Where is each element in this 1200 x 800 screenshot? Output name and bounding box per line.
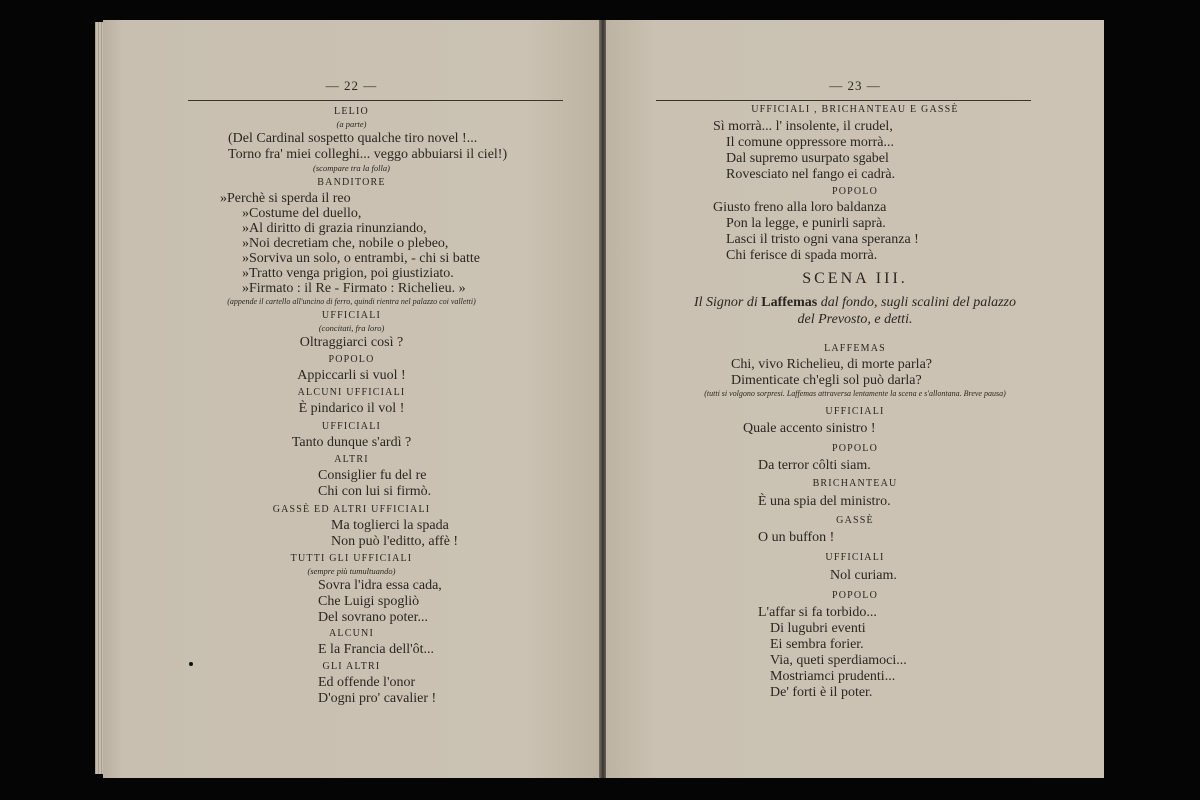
speaker-popolo: POPOLO xyxy=(328,354,375,365)
speaker-lelio: LELIO xyxy=(334,106,369,117)
verse-line: Giusto freno alla loro baldanza xyxy=(713,200,887,215)
page-number-right: — 23 — xyxy=(829,78,881,93)
verse-line: De' forti è il poter. xyxy=(770,685,873,700)
ink-spot xyxy=(189,662,193,666)
page-number-left: — 22 — xyxy=(325,78,378,93)
verse-line: Quale accento sinistro ! xyxy=(743,421,876,436)
right-page xyxy=(606,20,1104,778)
verse-line: D'ogni pro' cavalier ! xyxy=(318,691,437,706)
verse-line: Non può l'editto, affè ! xyxy=(331,534,459,549)
character-name-laffemas: Laffemas xyxy=(761,295,818,310)
aside-ufficiali: (concitati, fra loro) xyxy=(318,323,385,333)
verse-line: Torno fra' miei colleghi... veggo abbuiarsi il ciel!) xyxy=(228,147,508,162)
verse-line: Ed offende l'onor xyxy=(318,675,416,690)
verse-line: È una spia del ministro. xyxy=(758,494,891,509)
verse-line: O un buffon ! xyxy=(758,530,835,545)
speaker-ufficiali: UFFICIALI xyxy=(825,406,885,417)
verse-line: Lasci il tristo ogni vana speranza ! xyxy=(726,232,919,247)
verse-line: »Al diritto di grazia rinunziando, xyxy=(242,221,427,236)
speaker-popolo: POPOLO xyxy=(831,590,879,601)
speaker-laffemas: LAFFEMAS xyxy=(824,343,886,354)
verse-line: Nol curiam. xyxy=(830,568,897,583)
speaker-popolo: POPOLO xyxy=(831,186,879,197)
speaker-ufficiali: UFFICIALI xyxy=(321,310,382,321)
verse-line: Consiglier fu del re xyxy=(318,468,427,483)
verse-line: Chi ferisce di spada morrà. xyxy=(726,248,878,263)
verse-line: Il comune oppressore morrà... xyxy=(726,135,894,150)
speaker-ufficiali-brichanteau: UFFICIALI , BRICHANTEAU E GASSÈ xyxy=(751,104,959,115)
verse-line: Pon la legge, e punirli saprà. xyxy=(726,216,886,231)
aside-lelio: (a parte) xyxy=(336,119,367,129)
verse-line: »Perchè si sperda il reo xyxy=(220,191,351,206)
verse-line: »Costume del duello, xyxy=(242,206,362,221)
verse-line: »Firmato : il Re - Firmato : Richelieu. » xyxy=(242,281,466,296)
speaker-alcuni: ALCUNI xyxy=(329,628,374,639)
stage-direction-line2: del Prevosto, e detti. xyxy=(797,312,913,327)
stage-direction-part1: Il Signor di xyxy=(693,295,758,310)
verse-line: Ma toglierci la spada xyxy=(331,518,449,533)
verse-line: Ei sembra forier. xyxy=(770,637,864,652)
direction-banditore: (appende il cartello all'uncino di ferro, quindi rientra nel palazzo coi valletti) xyxy=(227,297,476,306)
verse-line: E la Francia dell'ôt... xyxy=(318,642,435,657)
left-page xyxy=(103,20,600,778)
speaker-ufficiali: UFFICIALI xyxy=(321,421,382,432)
speaker-tutti: TUTTI GLI UFFICIALI xyxy=(290,553,413,564)
speaker-alcuni-ufficiali: ALCUNI UFFICIALI xyxy=(297,387,406,398)
header-rule-right xyxy=(656,100,1031,101)
verse-line: Rovesciato nel fango ei cadrà. xyxy=(726,167,896,182)
verse-line: Dimenticate ch'egli sol può darla? xyxy=(731,373,922,388)
speaker-brichanteau: BRICHANTEAU xyxy=(812,478,898,489)
verse-line: Sì morrà... l' insolente, il crudel, xyxy=(713,119,893,134)
verse-line: »Sorviva un solo, o entrambi, - chi si batte xyxy=(242,251,480,266)
scene-title: SCENA III. xyxy=(802,270,908,287)
verse-line: Chi con lui si firmò. xyxy=(318,484,432,499)
speaker-altri: ALTRI xyxy=(334,454,369,465)
aside-tutti: (sempre più tumultuando) xyxy=(307,566,396,576)
speaker-gasse-altri: GASSÈ ED ALTRI UFFICIALI xyxy=(272,504,431,515)
verse-line: Chi, vivo Richelieu, di morte parla? xyxy=(731,357,933,372)
direction-laffemas: (tutti si volgono sorpresi. Laffemas attraversa lentamente la scena e s'allontana. Breve pausa) xyxy=(704,389,1006,398)
speaker-banditore: BANDITORE xyxy=(317,177,386,188)
speaker-gasse: GASSÈ xyxy=(836,515,874,526)
verse-line: »Noi decretiam che, nobile o plebeo, xyxy=(242,236,449,251)
verse-line: Da terror côlti siam. xyxy=(758,458,871,473)
verse-line: Che Luigi spogliò xyxy=(318,594,420,609)
header-rule-left xyxy=(188,100,563,101)
direction-lelio: (scompare tra la folla) xyxy=(313,163,390,173)
speaker-popolo: POPOLO xyxy=(831,443,879,454)
speaker-ufficiali: UFFICIALI xyxy=(825,552,885,563)
verse-line: Sovra l'idra essa cada, xyxy=(318,578,442,593)
verse-line: Mostriamci prudenti... xyxy=(770,669,896,684)
stage-direction-part2: dal fondo, sugli scalini del palazzo xyxy=(820,295,1016,310)
speaker-gli-altri: GLI ALTRI xyxy=(322,661,381,672)
verse-line: Di lugubri eventi xyxy=(770,621,866,636)
verse-line: Via, queti sperdiamoci... xyxy=(770,653,907,668)
verse-line: (Del Cardinal sospetto qualche tiro novel !... xyxy=(228,131,478,146)
verse-line: Dal supremo usurpato sgabel xyxy=(726,151,889,166)
verse-line: »Tratto venga prigion, poi giustiziato. xyxy=(242,266,454,281)
verse-line: Tanto dunque s'ardì ? xyxy=(291,435,412,450)
verse-line: L'affar si fa torbido... xyxy=(758,605,877,620)
verse-line: Del sovrano poter... xyxy=(318,610,429,625)
stage-direction-line1 xyxy=(606,295,1104,311)
verse-line: È pindarico il vol ! xyxy=(298,401,405,416)
verse-line: Appiccarli si vuol ! xyxy=(297,368,406,383)
verse-line: Oltraggiarci così ? xyxy=(299,335,404,350)
